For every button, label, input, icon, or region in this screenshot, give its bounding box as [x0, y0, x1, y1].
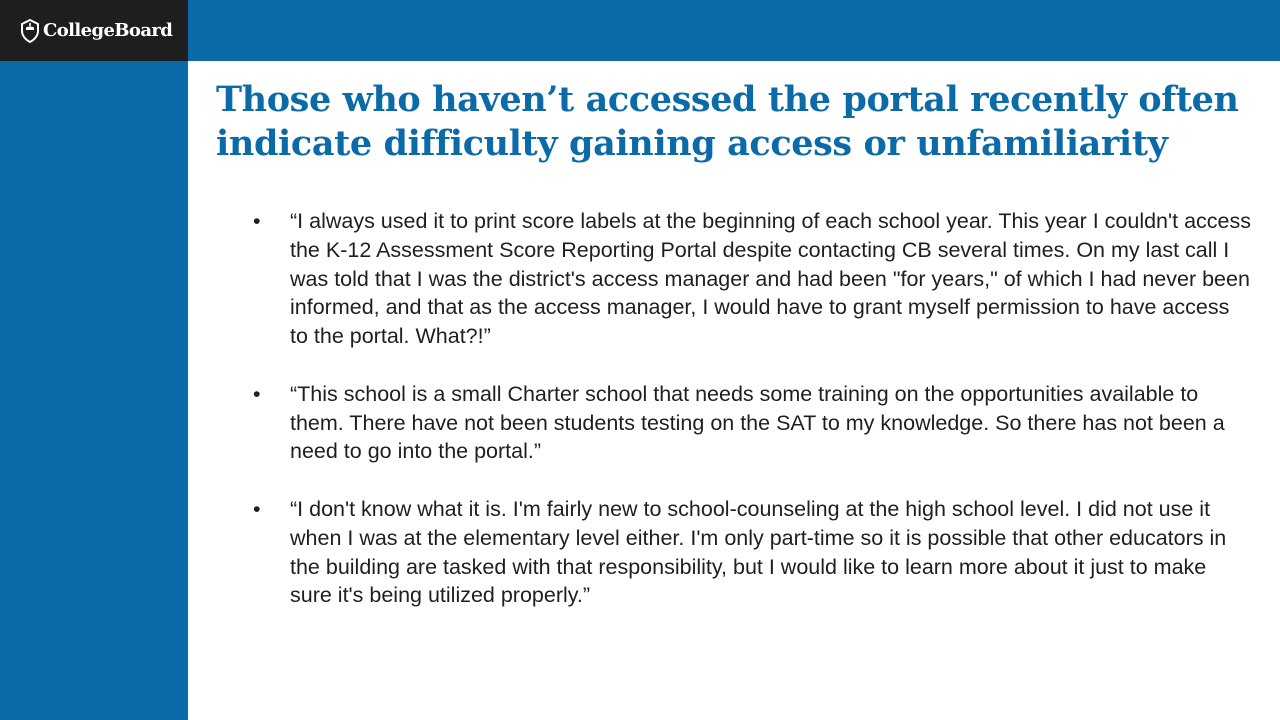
acorn-shield-icon: [20, 19, 40, 43]
list-item: [253, 380, 1253, 466]
quote-list: [253, 207, 1253, 639]
list-item: [253, 495, 1253, 610]
logo-wordmark: CollegeBoard: [43, 20, 173, 41]
header-bar: [188, 0, 1280, 61]
side-bar: [0, 61, 188, 720]
slide-title: Those who haven’t accessed the portal recently often indicate difficulty gaining access or unfamiliarity: [216, 79, 1239, 164]
bullet-icon: •: [253, 381, 261, 406]
quote-text: “This school is a small Charter school that needs some training on the opportunities available to them. There have not been students testing on the SAT to my knowledge. So there has not been a need to go into the portal.”: [290, 381, 1225, 464]
bullet-icon: •: [253, 209, 261, 233]
quote-text: “I always used it to print score labels at the beginning of each school year. This year I couldn't access the K-12 Assessment Score Reporting Portal despite contacting CB several times. On my last call I was told that I was the district's access manager and had been "for years," of which I had never been informed, and that as the access manager, I would have to grant myself permission to have access to the portal. What?!”: [290, 209, 1251, 349]
quote-text: “I don't know what it is. I'm fairly new to school-counseling at the high school level. I did not use it when I was at the elementary level either. I'm only part-time so it is possible that other educators in the building are tasked with that responsibility, but I would like to learn more about it just to make sure it's being utilized properly.”: [290, 496, 1227, 608]
collegeboard-logo: [0, 0, 188, 61]
bullet-icon: •: [253, 496, 261, 521]
list-item: [253, 207, 1253, 351]
